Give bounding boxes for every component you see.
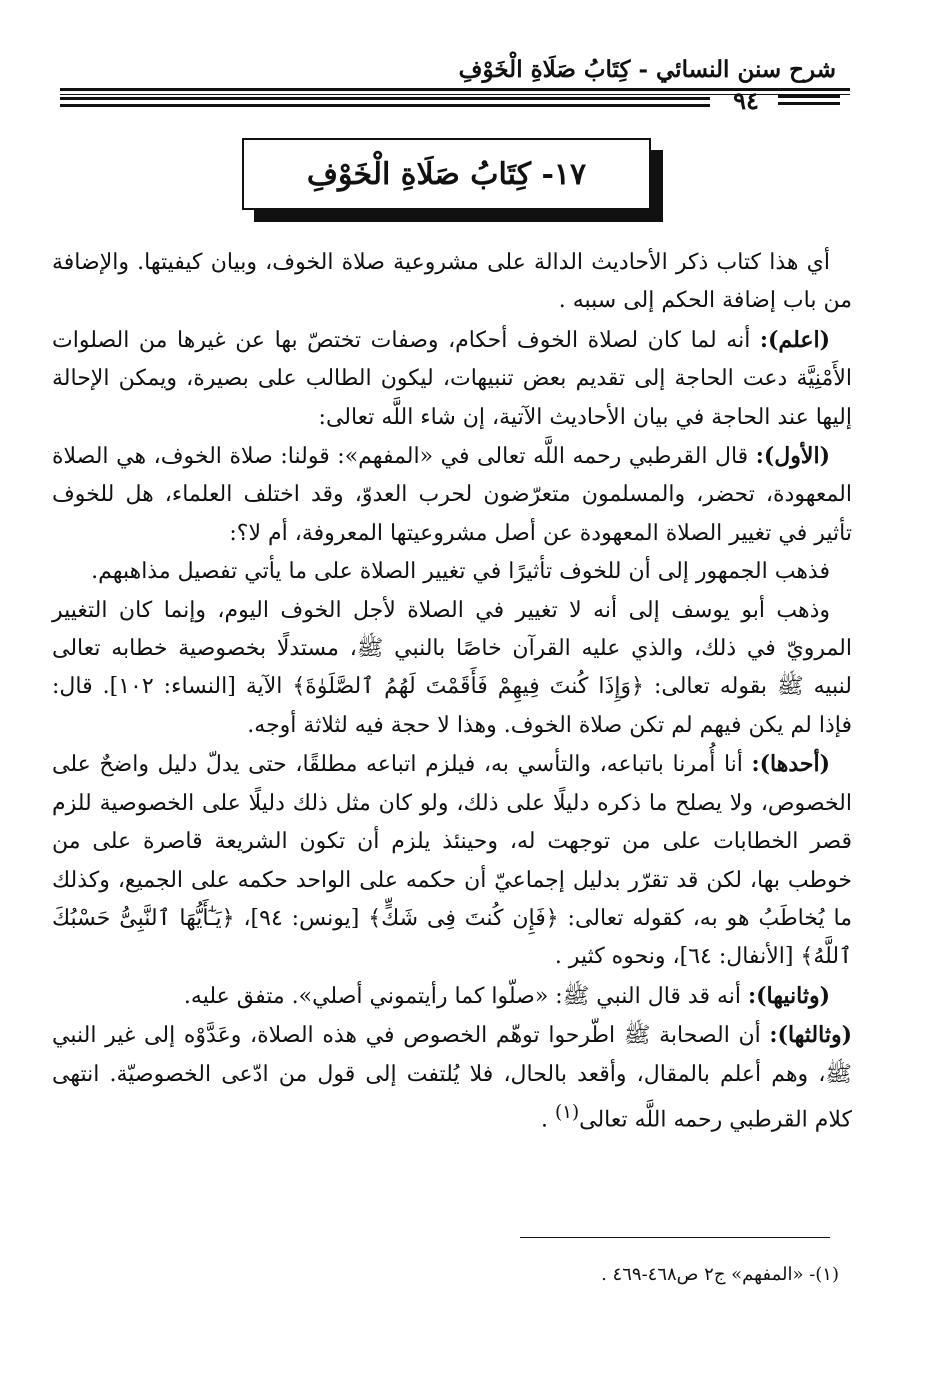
paragraph-reason-one: (أحدها): أنا أُمرنا باتباعه، والتأسي به، فيلزم اتباعه مطلقًا، حتى يدلّ دليل واضحٌ على الخصوص، ولا يصلح ما ذكره دليلًا على ذلك، ولو كان مثل ذلك دليلًا على الخصوصية للزم قصر الخطابات على من توجهت له، وحينئذ يلزم أن تكون الشريعة قاصرة على من خوطب بها، لكن قد تقرّر بدليل إجماعيّ أن حكمه على الواحد حكمه على الجميع، وكذلك ما يُخاطَبُ هو به، كقوله تعالى: ﴿فَإِن كُنتَ فِى شَكٍّ﴾ [يونس: ٩٤]، ﴿يَـٰٓأَيُّهَا ٱلنَّبِىُّ حَسْبُكَ ٱللَّهُ﴾ [الأنفال: ٦٤]، ونحوه كثير .: [52, 751, 853, 970]
paragraph-reason-two: (وثانيها): أنه قد قال النبي ﷺ: «صلّوا كما رأيتموني أصلي». متفق عليه.: [183, 982, 830, 1009]
page-number: ٩٤: [733, 86, 759, 115]
body-text: [52, 244, 852, 1140]
chapter-title: ١٧- كِتَابُ صَلَاةِ الْخَوْفِ: [306, 156, 587, 192]
footnote-ref[interactable]: (١): [554, 1101, 580, 1123]
header-double-rule-right: [778, 95, 840, 109]
label-alam: (اعلم):: [759, 326, 830, 353]
label-first: (الأول):: [755, 443, 830, 470]
paragraph-alam: (اعلم): أنه لما كان لصلاة الخوف أحكام، وصفات تختصّ بها عن غيرها من الصلوات الأَمْنِيَّة دعت الحاجة إلى تقديم بعض تنبيهات، ليكون الطالب على بصيرة، ويمكن الإحالة إليها عند الحاجة في بيان الأحاديث الآتية، إن شاء اللَّه تعالى:: [52, 326, 852, 430]
label-reason-three: (وثالثها):: [769, 1022, 852, 1049]
paragraph-first: (الأول): قال القرطبي رحمه اللَّه تعالى في «المفهم»: قولنا: صلاة الخوف، هي الصلاة المعهودة، تحضر، والمسلمون متعرّضون لحرب العدوّ، وقد اختلف العلماء، هل للخوف تأثير في تغيير الصلاة المعهودة عن أصل مشروعيتها المعروفة، أم لا؟:: [52, 443, 852, 546]
paragraph-abu-yusuf: وذهب أبو يوسف إلى أنه لا تغيير في الصلاة لأجل الخوف اليوم، وإنما كان التغيير المرويّ في ذلك، والذي عليه القرآن خاصًا بالنبي ﷺ، مستدلًا بخصوصية خطابه تعالى لنبيه ﷺ بقوله تعالى: ﴿وَإِذَا كُنتَ فِيهِمْ فَأَقَمْتَ لَهُمُ ٱلصَّلَوٰةَ﴾ الآية [النساء: ١٠٢]. قال: فإذا لم يكن فيهم لم تكن صلاة الخوف. وهذا لا حجة فيه لثلاثة أوجه.: [52, 597, 853, 738]
header-double-rule-left: [60, 97, 710, 111]
label-reason-two: (وثانيها):: [748, 982, 830, 1009]
footnote: (١)- «المفهم» ج٢ ص٤٦٨-٤٦٩ .: [601, 1264, 839, 1285]
paragraph-reason-three: (وثالثها): أن الصحابة ﷺ اطّرحوا توهّم الخصوص في هذه الصلاة، وعَدَّوْه إلى غير النبي ﷺ، وهم أعلم بالمقال، وأقعد بالحال، فلا يُلتفت إلى قول من ادّعى الخصوصيّة. انتهى كلام القرطبي رحمه اللَّه تعالى$^{(١)}$ .: [52, 1022, 852, 1133]
paragraph-jumhur: فذهب الجمهور إلى أن للخوف تأثيرًا في تغيير الصلاة على ما يأتي تفصيل مذاهبهم.: [91, 559, 830, 585]
paragraph-intro: أي هذا كتاب ذكر الأحاديث الدالة على مشروعية صلاة الخوف، وبيان كيفيتها. والإضافة من باب إضافة الحكم إلى سببه .: [52, 250, 852, 314]
footnote-separator: [520, 1237, 830, 1238]
chapter-title-box: [242, 138, 651, 210]
running-header-title: شرح سنن النسائي - كِتَابُ صَلَاةِ الْخَوْفِ: [458, 56, 836, 83]
label-reason-one: (أحدها):: [751, 751, 830, 778]
